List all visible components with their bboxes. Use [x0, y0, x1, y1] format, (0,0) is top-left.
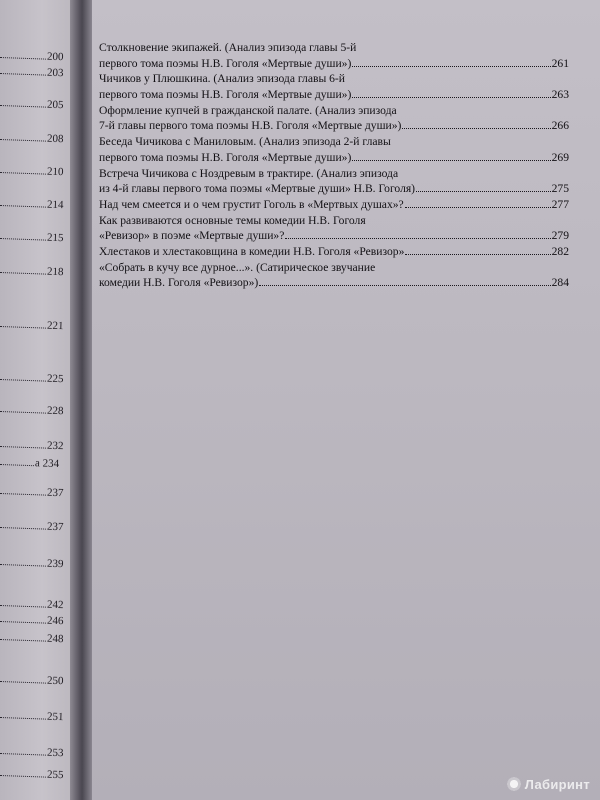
dot-leader: [0, 48, 46, 60]
toc-page-number: 275: [551, 182, 569, 196]
left-page: [0, 0, 70, 800]
left-page-entry: [0, 555, 64, 571]
dot-leader: [0, 744, 46, 756]
dot-leader: [259, 275, 550, 286]
left-page-number: 218: [46, 265, 64, 279]
toc-line-text: первого тома поэмы Н.В. Гоголя «Мертвые души»): [99, 150, 352, 164]
left-page-number: 237: [46, 520, 64, 534]
toc-line-text: Как развиваются основные темы комедии Н.В. Гоголя: [99, 213, 366, 227]
dot-leader: [352, 56, 550, 67]
left-page-entry: [0, 672, 64, 688]
left-page-entry: [0, 596, 64, 612]
left-page-number: 208: [46, 132, 64, 146]
dot-leader: [405, 197, 551, 208]
toc-line-text: первого тома поэмы Н.В. Гоголя «Мертвые души»): [99, 88, 352, 102]
toc-page-number: 277: [551, 197, 569, 211]
toc-line-text: Столкновение экипажей. (Анализ эпизода главы 5-й: [99, 41, 357, 54]
dot-leader: [0, 518, 46, 530]
toc-line-text: Встреча Чичикова с Ноздревым в трактире. (Анализ эпизода: [99, 166, 399, 180]
toc-line-text: Оформление купчей в гражданской палате. (Анализ эпизода: [99, 103, 397, 117]
left-page-number: 228: [46, 404, 64, 418]
left-page-number: 200: [46, 50, 64, 64]
left-page-number: 232: [46, 439, 64, 453]
left-page-number: 251: [46, 710, 64, 724]
toc-line-text: «Собрать в кучу все дурное...». (Сатирическое звучание: [99, 260, 376, 274]
dot-leader: [0, 455, 34, 466]
left-page-number: 203: [46, 66, 64, 80]
toc-line: [99, 197, 569, 213]
left-page-entry: [0, 708, 64, 724]
left-page-number: 215: [46, 231, 64, 245]
toc-line: [99, 40, 569, 56]
toc-page-number: 269: [551, 150, 569, 164]
toc-line-text: первого тома поэмы Н.В. Гоголя «Мертвые души»): [99, 56, 352, 70]
left-page-entry: [0, 484, 64, 500]
left-page-number: 253: [46, 746, 64, 760]
toc-line: [99, 228, 569, 244]
left-page-entry: [0, 96, 64, 112]
toc-page-number: 282: [551, 244, 569, 258]
dot-leader: [0, 130, 46, 142]
toc-line-text: Над чем смеется и о чем грустит Гоголь в «Мертвых душах»?: [99, 197, 404, 211]
left-page-entry: [0, 437, 64, 453]
left-page-number: 205: [46, 98, 64, 112]
left-page-entry: [0, 196, 64, 212]
left-page-number: 214: [46, 198, 64, 212]
dot-leader: [416, 181, 551, 192]
left-page-entry: [0, 402, 64, 418]
book-gutter: [70, 0, 92, 800]
left-page-entry: [0, 130, 64, 146]
left-page-number: 255: [46, 768, 64, 782]
toc-line: [99, 150, 569, 166]
toc-line-text: из 4-й главы первого тома поэмы «Мертвые души» Н.В. Гоголя): [99, 182, 416, 196]
left-page-number: 248: [46, 632, 64, 646]
labirint-logo-icon: [506, 776, 522, 792]
right-page: [92, 0, 600, 800]
watermark-text: Лабиринт: [524, 776, 590, 792]
left-page-entry: [0, 317, 64, 333]
watermark: [506, 776, 590, 792]
toc-line: [99, 103, 569, 119]
dot-leader: [0, 766, 46, 778]
left-page-number: 225: [46, 372, 64, 386]
left-page-number: 250: [46, 674, 64, 688]
toc-page-number: 284: [551, 276, 569, 290]
dot-leader: [0, 64, 46, 76]
dot-leader: [0, 96, 46, 108]
dot-leader: [0, 484, 46, 496]
toc-line: [99, 260, 569, 276]
dot-leader: [352, 150, 550, 161]
toc-line: [99, 71, 569, 87]
toc-line: [99, 134, 569, 150]
toc-page-number: 261: [551, 56, 569, 70]
dot-leader: [0, 672, 46, 684]
left-page-entry: [0, 612, 64, 628]
dot-leader: [0, 555, 46, 567]
toc-page-number: 263: [551, 88, 569, 102]
toc-line-text: комедии Н.В. Гоголя «Ревизор»): [99, 276, 259, 290]
dot-leader: [0, 402, 46, 414]
dot-leader: [0, 263, 46, 275]
toc-page-number: 279: [551, 229, 569, 243]
toc-line-text: Чичиков у Плюшкина. (Анализ эпизода главы 6-й: [99, 72, 345, 86]
table-of-contents: [99, 40, 569, 291]
left-page-number: 239: [46, 557, 64, 571]
dot-leader: [402, 118, 550, 129]
toc-line: [99, 213, 569, 229]
toc-line-text: 7-й главы первого тома поэмы Н.В. Гоголя «Мертвые души»): [99, 119, 402, 133]
left-page-entry: [0, 370, 64, 386]
left-page-entry: [0, 518, 64, 534]
dot-leader: [0, 229, 46, 241]
left-page-entry: [0, 64, 64, 80]
dot-leader: [352, 87, 550, 98]
dot-leader: [0, 708, 46, 720]
toc-line-text: Хлестаков и хлестаковщина в комедии Н.В. Гоголя «Ревизор»: [99, 244, 405, 258]
left-page-number: 210: [46, 165, 64, 179]
left-page-entry: [0, 263, 64, 279]
toc-line-text: «Ревизор» в поэме «Мертвые души»?: [99, 229, 285, 243]
toc-line: [99, 118, 569, 134]
dot-leader: [0, 437, 46, 449]
left-page-entry: [0, 48, 64, 64]
dot-leader: [0, 612, 46, 624]
left-page-entry: [0, 744, 64, 760]
toc-line-text: Беседа Чичикова с Маниловым. (Анализ эпизода 2-й главы: [99, 135, 391, 149]
left-page-number: 237: [46, 486, 64, 500]
dot-leader: [285, 228, 550, 239]
toc-line: [99, 181, 569, 197]
dot-leader: [0, 596, 46, 608]
left-page-entry: [0, 163, 64, 179]
toc-page-number: 266: [551, 119, 569, 133]
dot-leader: [405, 244, 550, 255]
left-page-entry: [0, 630, 64, 646]
toc-line: [99, 244, 569, 260]
left-page-number: 246: [46, 614, 64, 628]
dot-leader: [0, 370, 46, 382]
left-page-number: 242: [46, 598, 64, 612]
left-page-number: 221: [46, 319, 64, 333]
left-page-number: а 234: [34, 457, 60, 471]
left-page-entry: [0, 229, 64, 245]
toc-line: [99, 56, 569, 72]
left-page-entry: [0, 455, 59, 471]
dot-leader: [0, 630, 46, 642]
dot-leader: [0, 196, 46, 208]
toc-line: [99, 275, 569, 291]
toc-line: [99, 87, 569, 103]
dot-leader: [0, 317, 46, 329]
left-page-entry: [0, 766, 64, 782]
toc-line: [99, 166, 569, 182]
dot-leader: [0, 163, 46, 175]
